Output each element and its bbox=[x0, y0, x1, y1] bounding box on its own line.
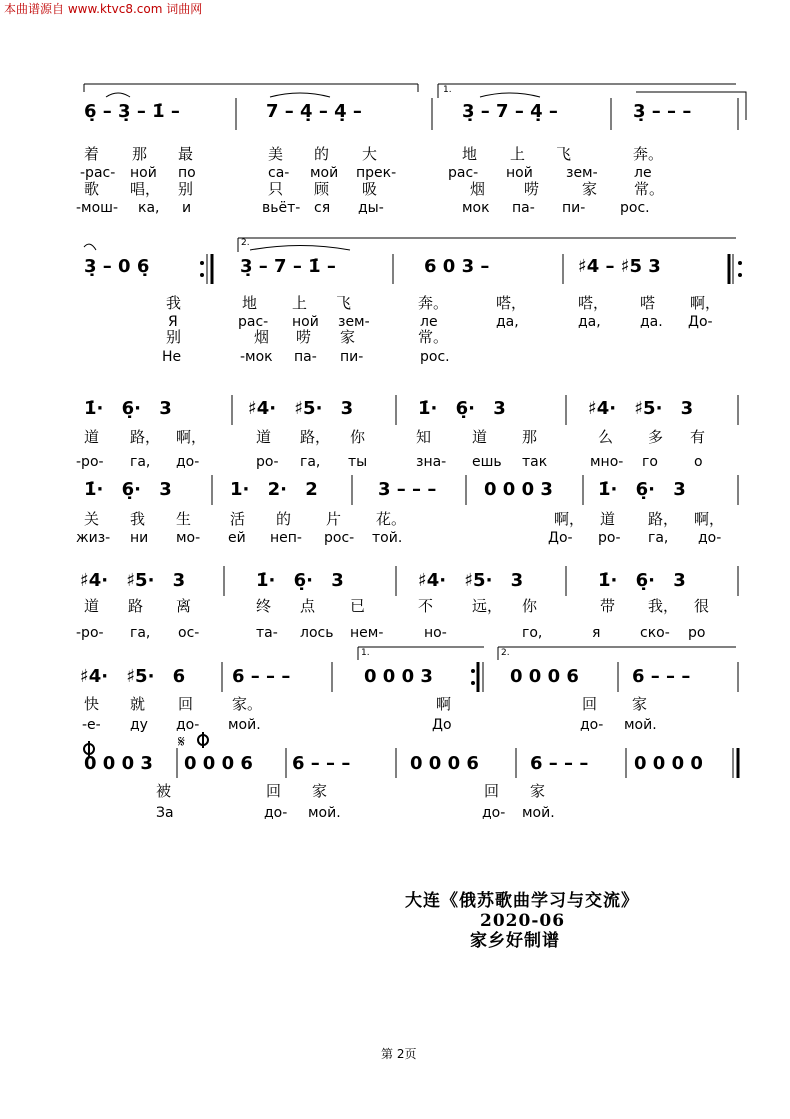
lyric-syllable: 家 bbox=[632, 695, 648, 713]
lyric-syllable: 美 bbox=[268, 145, 284, 163]
lyric-syllable: 道 bbox=[256, 428, 272, 446]
lyric-syllable: рос- bbox=[324, 530, 355, 546]
measure: 0 0 0 0 bbox=[634, 753, 703, 774]
lyric-syllable: нем- bbox=[350, 625, 384, 641]
measure: 1̇· 6̣· 3 bbox=[84, 398, 172, 419]
lyric-syllable: га, bbox=[130, 454, 151, 470]
lyric-syllable: ды- bbox=[358, 200, 384, 216]
lyric-syllable: 的 bbox=[276, 510, 292, 528]
lyric-syllable: 地 bbox=[462, 145, 478, 163]
lyric-syllable: ни bbox=[130, 530, 149, 546]
lyric-syllable: 道 bbox=[600, 510, 616, 528]
lyric-syllable: 唠 bbox=[524, 180, 540, 198]
lyric-syllable: 道 bbox=[84, 597, 100, 615]
lyric-syllable: по bbox=[178, 165, 196, 181]
lyric-syllable: 唱， bbox=[130, 180, 161, 198]
lyric-syllable: 被 bbox=[156, 782, 172, 800]
lyric-syllable: но- bbox=[424, 625, 447, 641]
lyric-syllable: 你 bbox=[350, 428, 366, 446]
lyric-syllable: ей bbox=[228, 530, 246, 546]
lyric-syllable: неп- bbox=[270, 530, 302, 546]
lyric-syllable: я bbox=[592, 625, 601, 641]
lyric-syllable: 很 bbox=[694, 597, 710, 615]
lyric-syllable: -ро- bbox=[76, 454, 104, 470]
lyric-syllable: 奔。 bbox=[633, 145, 664, 163]
lyric-syllable: ешь bbox=[472, 454, 502, 470]
measure: 3 – – – bbox=[378, 479, 437, 500]
lyric-syllable: да. bbox=[640, 314, 663, 330]
lyric-syllable: ле bbox=[634, 165, 652, 181]
measure: 0 0 0 3 bbox=[364, 666, 433, 687]
lyric-syllable: 嗒， bbox=[496, 294, 527, 312]
lyric-syllable: 离 bbox=[176, 597, 192, 615]
lyric-line bbox=[0, 455, 790, 475]
lyric-syllable: та- bbox=[256, 625, 278, 641]
lyric-syllable: до- bbox=[698, 530, 722, 546]
lyric-syllable: 那 bbox=[132, 145, 148, 163]
lyric-syllable: жиз- bbox=[76, 530, 111, 546]
lyric-syllable: рас- bbox=[238, 314, 269, 330]
credit-author: 家乡好制谱 bbox=[470, 931, 560, 951]
measure: 1̇· 6̣· 3 bbox=[84, 479, 172, 500]
lyric-syllable: 上 bbox=[510, 145, 526, 163]
lyric-line bbox=[0, 531, 790, 551]
lyric-line bbox=[0, 599, 790, 619]
lyric-syllable: рас- bbox=[448, 165, 479, 181]
measure: 6 – – – bbox=[292, 753, 351, 774]
lyric-syllable: 花。 bbox=[376, 510, 407, 528]
lyric-syllable: 啊， bbox=[554, 510, 585, 528]
lyric-syllable: до- bbox=[176, 454, 200, 470]
lyric-syllable: ной bbox=[506, 165, 533, 181]
measure: 0 0 0 6 bbox=[184, 753, 253, 774]
lyric-syllable: са- bbox=[268, 165, 290, 181]
lyric-syllable: 家 bbox=[312, 782, 328, 800]
lyric-syllable: па- bbox=[512, 200, 535, 216]
lyric-syllable: 家 bbox=[530, 782, 546, 800]
measure: 3̣ – 0 6̣ bbox=[84, 256, 150, 277]
lyric-syllable: 啊， bbox=[694, 510, 725, 528]
lyric-syllable: зем- bbox=[338, 314, 370, 330]
lyric-syllable: 飞 bbox=[556, 145, 572, 163]
lyric-syllable: 别 bbox=[166, 328, 182, 346]
lyric-syllable: 家。 bbox=[232, 695, 263, 713]
measure: 3̣ – 7 – 1̇ – bbox=[240, 256, 336, 277]
measure: ♯4· ♯5· 3 bbox=[248, 398, 354, 419]
lyric-syllable: ка, bbox=[138, 200, 160, 216]
lyric-line bbox=[0, 182, 790, 202]
lyric-syllable: га, bbox=[300, 454, 321, 470]
lyric-syllable: 路， bbox=[648, 510, 679, 528]
lyric-syllable: ро- bbox=[256, 454, 279, 470]
lyric-syllable: 远， bbox=[472, 597, 503, 615]
lyric-syllable: -е- bbox=[82, 717, 101, 733]
lyric-line bbox=[0, 512, 790, 532]
lyric-syllable: мой. bbox=[522, 805, 555, 821]
lyric-syllable: 我 bbox=[166, 294, 182, 312]
lyric-syllable: 啊， bbox=[176, 428, 207, 446]
lyric-syllable: мо- bbox=[176, 530, 201, 546]
lyric-syllable: вьёт- bbox=[262, 200, 301, 216]
lyric-syllable: 吸 bbox=[362, 180, 378, 198]
svg-text:𝄋: 𝄋 bbox=[178, 732, 185, 751]
lyric-syllable: 活 bbox=[230, 510, 246, 528]
lyric-syllable: пи- bbox=[340, 349, 364, 365]
lyric-syllable: 知 bbox=[416, 428, 432, 446]
lyric-syllable: 回 bbox=[484, 782, 500, 800]
lyric-syllable: го bbox=[642, 454, 658, 470]
lyric-syllable: 你 bbox=[522, 597, 538, 615]
lyric-syllable: прек- bbox=[356, 165, 397, 181]
lyric-syllable: 回 bbox=[178, 695, 194, 713]
lyric-syllable: га, bbox=[130, 625, 151, 641]
lyric-line bbox=[0, 626, 790, 646]
lyric-syllable: 回 bbox=[266, 782, 282, 800]
lyric-syllable: 已 bbox=[350, 597, 366, 615]
lyric-syllable: До- bbox=[688, 314, 713, 330]
lyric-syllable: лось bbox=[300, 625, 334, 641]
lyric-syllable: 就 bbox=[130, 695, 146, 713]
measure: ♯4· ♯5· 6 bbox=[80, 666, 186, 687]
lyric-syllable: 顾 bbox=[314, 180, 330, 198]
lyric-syllable: мок bbox=[462, 200, 490, 216]
measure: 0 0 0 6 bbox=[410, 753, 479, 774]
measure: ♯4· ♯5· 3 bbox=[418, 570, 524, 591]
lyric-syllable: ро- bbox=[598, 530, 621, 546]
measure: 6̣ – 3̣ – 1̇ – bbox=[84, 101, 180, 122]
lyric-syllable: 片 bbox=[326, 510, 342, 528]
lyric-syllable: 不 bbox=[418, 597, 434, 615]
lyric-line bbox=[0, 430, 790, 450]
volta-first: 1. bbox=[361, 648, 370, 658]
lyric-syllable: 啊， bbox=[690, 294, 721, 312]
lyric-line bbox=[0, 806, 790, 826]
measure: 3̣ – 7 – 4̣ – bbox=[462, 101, 558, 122]
lyric-syllable: той. bbox=[372, 530, 403, 546]
lyric-syllable: 最 bbox=[178, 145, 194, 163]
lyric-line bbox=[0, 784, 790, 804]
volta-second: 2. bbox=[501, 648, 510, 658]
lyric-syllable: 奔。 bbox=[418, 294, 449, 312]
lyric-line bbox=[0, 201, 790, 221]
lyric-syllable: До bbox=[432, 717, 452, 733]
measure: ♯4· ♯5· 3 bbox=[588, 398, 694, 419]
lyric-syllable: мой. bbox=[624, 717, 657, 733]
lyric-syllable: 那 bbox=[522, 428, 538, 446]
lyric-syllable: 关 bbox=[84, 510, 100, 528]
lyric-syllable: ду bbox=[130, 717, 148, 733]
lyric-syllable: о bbox=[694, 454, 703, 470]
lyric-syllable: зем- bbox=[566, 165, 598, 181]
lyric-syllable: да, bbox=[496, 314, 519, 330]
measure: ♯4· ♯5· 3 bbox=[80, 570, 186, 591]
lyric-syllable: и bbox=[182, 200, 192, 216]
lyric-syllable: Я bbox=[168, 314, 178, 330]
lyric-syllable: ты bbox=[348, 454, 368, 470]
lyric-syllable: мно- bbox=[590, 454, 624, 470]
lyric-syllable: 常。 bbox=[634, 180, 665, 198]
lyric-syllable: мой. bbox=[308, 805, 341, 821]
lyric-syllable: 路， bbox=[300, 428, 331, 446]
lyric-syllable: 烟 bbox=[470, 180, 486, 198]
lyric-syllable: ной bbox=[292, 314, 319, 330]
lyric-syllable: 多 bbox=[648, 428, 664, 446]
measure: 0 0 0 3 bbox=[484, 479, 553, 500]
lyric-syllable: 回 bbox=[582, 695, 598, 713]
lyric-syllable: 家 bbox=[582, 180, 598, 198]
measure: 1̇· 6̣· 3 bbox=[598, 570, 686, 591]
lyric-syllable: 的 bbox=[314, 145, 330, 163]
credit-date: 2020-06 bbox=[480, 911, 566, 931]
credit-source: 大连《俄苏歌曲学习与交流》 bbox=[405, 891, 639, 911]
lyric-line bbox=[0, 718, 790, 738]
lyric-syllable: 么 bbox=[598, 428, 614, 446]
lyric-syllable: га, bbox=[648, 530, 669, 546]
lyric-syllable: 只 bbox=[268, 180, 284, 198]
measure: ♯4 – ♯5 3 bbox=[578, 256, 661, 277]
lyric-syllable: ро bbox=[688, 625, 706, 641]
lyric-syllable: 大 bbox=[362, 145, 378, 163]
measure: 6 – – – bbox=[632, 666, 691, 687]
lyric-syllable: 路， bbox=[130, 428, 161, 446]
lyric-syllable: 嗒， bbox=[578, 294, 609, 312]
lyric-syllable: ос- bbox=[178, 625, 200, 641]
lyric-syllable: 终 bbox=[256, 597, 272, 615]
lyric-syllable: рос. bbox=[620, 200, 650, 216]
measure: 1̇· 6̣· 3 bbox=[418, 398, 506, 419]
lyric-syllable: 常。 bbox=[418, 328, 449, 346]
lyric-syllable: рос. bbox=[420, 349, 450, 365]
volta-second: 2. bbox=[241, 238, 250, 248]
lyric-syllable: 烟 bbox=[254, 328, 270, 346]
lyric-syllable: 别 bbox=[178, 180, 194, 198]
lyric-syllable: 啊 bbox=[436, 695, 452, 713]
lyric-syllable: ле bbox=[420, 314, 438, 330]
lyric-syllable: до- bbox=[176, 717, 200, 733]
lyric-line bbox=[0, 697, 790, 717]
lyric-syllable: да, bbox=[578, 314, 601, 330]
lyric-syllable: па- bbox=[294, 349, 317, 365]
lyric-syllable: 带 bbox=[600, 597, 616, 615]
measure: 1̇· 6̣· 3 bbox=[598, 479, 686, 500]
volta-first: 1. bbox=[443, 85, 452, 95]
measure: 0 0 0 3 bbox=[84, 753, 153, 774]
lyric-syllable: 地 bbox=[242, 294, 258, 312]
lyric-syllable: 歌 bbox=[84, 180, 100, 198]
lyric-syllable: 点 bbox=[300, 597, 316, 615]
lyric-syllable: За bbox=[156, 805, 174, 821]
lyric-syllable: ся bbox=[314, 200, 331, 216]
measure: 7 – 4̣ – 4̣ – bbox=[266, 101, 362, 122]
lyric-syllable: -мок bbox=[240, 349, 273, 365]
measure: 6 – – – bbox=[232, 666, 291, 687]
measure: 6 – – – bbox=[530, 753, 589, 774]
measure: 3̣ – – – bbox=[633, 101, 692, 122]
page-number: 第 2页 bbox=[381, 1047, 417, 1061]
lyric-syllable: 唠 bbox=[296, 328, 312, 346]
lyric-syllable: 我 bbox=[130, 510, 146, 528]
measure: 6 0 3 – bbox=[424, 256, 490, 277]
lyric-syllable: 有 bbox=[690, 428, 706, 446]
lyric-syllable: зна- bbox=[416, 454, 447, 470]
measure: 0 0 0 6 bbox=[510, 666, 579, 687]
lyric-syllable: ной bbox=[130, 165, 157, 181]
lyric-syllable: Не bbox=[162, 349, 182, 365]
lyric-syllable: 家 bbox=[340, 328, 356, 346]
measure: 1· 2· 2 bbox=[230, 479, 318, 500]
lyric-syllable: до- bbox=[264, 805, 288, 821]
measure: 1̇· 6̣· 3 bbox=[256, 570, 344, 591]
lyric-syllable: 上 bbox=[292, 294, 308, 312]
lyric-syllable: 我， bbox=[648, 597, 679, 615]
lyric-syllable: 道 bbox=[472, 428, 488, 446]
lyric-syllable: 着 bbox=[84, 145, 100, 163]
lyric-syllable: 生 bbox=[176, 510, 192, 528]
lyric-syllable: мой bbox=[310, 165, 339, 181]
lyric-syllable: ско- bbox=[640, 625, 670, 641]
lyric-syllable: мой. bbox=[228, 717, 261, 733]
lyric-syllable: 道 bbox=[84, 428, 100, 446]
lyric-syllable: 快 bbox=[84, 695, 100, 713]
lyric-syllable: го, bbox=[522, 625, 543, 641]
lyric-line bbox=[0, 350, 790, 370]
lyric-syllable: 飞 bbox=[336, 294, 352, 312]
lyric-syllable: 嗒 bbox=[640, 294, 656, 312]
lyric-syllable: -рас- bbox=[80, 165, 116, 181]
lyric-line bbox=[0, 296, 790, 316]
lyric-line bbox=[0, 330, 790, 350]
lyric-line bbox=[0, 147, 790, 167]
lyric-syllable: 路 bbox=[128, 597, 144, 615]
lyric-syllable: До- bbox=[548, 530, 573, 546]
lyric-syllable: до- bbox=[482, 805, 506, 821]
source-watermark: 本曲谱源自 www.ktvc8.com 词曲网 bbox=[4, 2, 203, 16]
lyric-syllable: до- bbox=[580, 717, 604, 733]
lyric-syllable: пи- bbox=[562, 200, 586, 216]
lyric-syllable: так bbox=[522, 454, 548, 470]
lyric-syllable: -ро- bbox=[76, 625, 104, 641]
lyric-syllable: -мош- bbox=[76, 200, 119, 216]
